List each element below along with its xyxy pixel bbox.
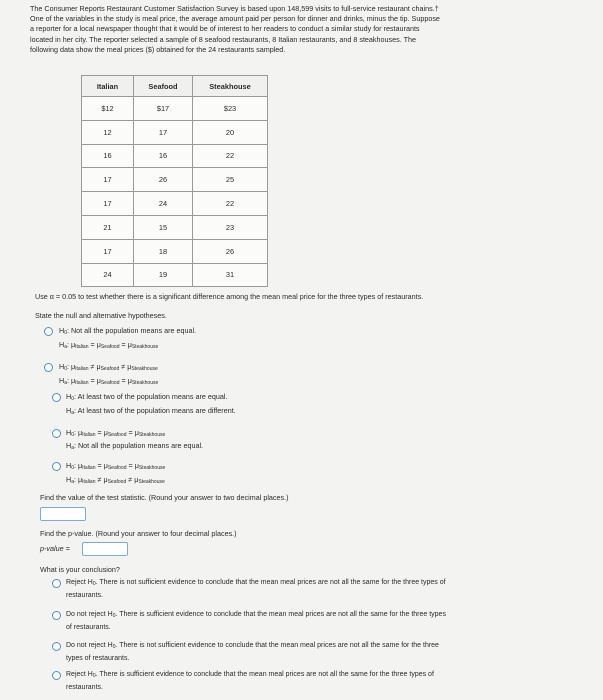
table-cell: 26: [134, 168, 193, 192]
conclusion-option-2-radio[interactable]: [52, 611, 61, 620]
pvalue-label: p-value =: [40, 544, 70, 553]
table-cell: 17: [134, 120, 193, 144]
intro-line: located in her city. The reporter selected a sample of 8 seafood restaurants, 8 Italian restaurants, and 8 steakhouses. The: [30, 34, 416, 44]
table-cell: 23: [193, 215, 268, 239]
table-cell: $23: [193, 97, 268, 121]
conclusion-option-4-radio[interactable]: [52, 671, 61, 680]
hypothesis-option-5-h0: $H_0$: $\mu_{Italian} = \mu_{Seafood} = \mu_{Steakhouse}$: [66, 461, 166, 471]
conclusion-prompt: What is your conclusion?: [40, 565, 120, 574]
table-cell: 12: [82, 120, 134, 144]
table-cell: 24: [82, 263, 134, 287]
table-cell: $12: [82, 97, 134, 121]
table-cell: 21: [82, 215, 134, 239]
intro-line: One of the variables in the study is meal price, the average amount paid per person for dinner and drinks, minus the tip. Suppose: [30, 14, 440, 24]
h0-text: Not all the population means are equal.: [70, 326, 197, 335]
alpha-instruction: Use α = 0.05 to test whether there is a significant difference among the mean meal price for the three types of restaurants.: [35, 292, 424, 301]
table-cell: 19: [134, 263, 193, 287]
table-row: [82, 239, 268, 263]
table-cell: $17: [134, 97, 193, 121]
hypothesis-option-4-h0: $H_0$: $\mu_{Italian} = \mu_{Seafood} = \mu_{Steakhouse}$: [66, 428, 166, 438]
table-cell: 16: [134, 144, 193, 168]
table-cell: 17: [82, 192, 134, 216]
table-cell: 15: [134, 215, 193, 239]
conclusion-option-2: Do not reject $H_0$. There is sufficient evidence to conclude that the mean meal prices are not all the same for the three types of restaurants.: [66, 611, 446, 631]
table-cell: 31: [193, 263, 268, 287]
table-header-row: [82, 76, 268, 97]
table-cell: 16: [82, 144, 134, 168]
table-row: [82, 168, 268, 192]
column-header-italian: Italian: [82, 76, 134, 97]
hypothesis-option-1-h0: $H_0$: Not all the population means are equal.: [59, 326, 197, 336]
intro-line: The Consumer Reports Restaurant Customer Satisfaction Survey is based upon 148,599 visits to full-service restaurant chains.†: [30, 4, 439, 13]
table-row: [82, 192, 268, 216]
column-header-seafood: Seafood: [134, 76, 193, 97]
hypothesis-option-3-radio[interactable]: [52, 393, 61, 402]
hypothesis-option-2-ha: $H_a$: $\mu_{Italian} = \mu_{Seafood} = \mu_{Steakhouse}$: [59, 376, 159, 386]
column-header-steakhouse: Steakhouse: [193, 76, 268, 97]
pvalue-prompt: Find the p-value. (Round your answer to four decimal places.): [40, 529, 237, 538]
conclusion-option-1-radio[interactable]: [52, 579, 61, 588]
table-cell: 20: [193, 120, 268, 144]
table-cell: 17: [82, 239, 134, 263]
hypothesis-option-3-h0: $H_0$: At least two of the population means are equal.: [66, 392, 228, 402]
conclusion-option-3-radio[interactable]: [52, 642, 61, 651]
table-cell: 22: [193, 192, 268, 216]
table-cell: 26: [193, 239, 268, 263]
table-row: [82, 97, 268, 121]
hypothesis-option-2-radio[interactable]: [44, 363, 53, 372]
hypothesis-option-4-ha: $H_a$: Not all the population means are equal.: [66, 441, 204, 451]
table-row: [82, 144, 268, 168]
hypothesis-option-5-radio[interactable]: [52, 462, 61, 471]
conclusion-option-3: Do not reject $H_0$. There is not sufficient evidence to conclude that the mean meal prices are not all the same for the three types of restaurants.: [66, 642, 439, 662]
pvalue-input[interactable]: [82, 542, 128, 556]
hypothesis-option-3-ha: $H_a$: At least two of the population means are different.: [66, 406, 236, 416]
hypothesis-option-1-radio[interactable]: [44, 327, 53, 336]
hypotheses-instruction: State the null and alternative hypotheses.: [35, 311, 167, 320]
hypothesis-option-4-radio[interactable]: [52, 429, 61, 438]
table-cell: 24: [134, 192, 193, 216]
hypothesis-option-2-h0: $H_0$: $\mu_{Italian} \ne \mu_{Seafood} \ne \mu_{Steakhouse}$: [59, 362, 158, 372]
problem-intro: [30, 4, 582, 55]
table-row: [82, 263, 268, 287]
intro-line: a reporter for a local newspaper thought that it would be of interest to her readers to conduct a similar study for restaurants: [30, 24, 420, 34]
hypothesis-option-1-ha: $H_a$: $\mu_{Italian} = \mu_{Seafood} = \mu_{Steakhouse}$: [59, 340, 159, 350]
table-cell: 22: [193, 144, 268, 168]
hypothesis-option-5-ha: $H_a$: $\mu_{Italian} \ne \mu_{Seafood} \ne \mu_{Steakhouse}$: [66, 475, 165, 485]
table-cell: 17: [82, 168, 134, 192]
intro-line: following data show the meal prices ($) obtained for the 24 restaurants sampled.: [30, 44, 286, 54]
table-cell: 18: [134, 239, 193, 263]
table-row: [82, 215, 268, 239]
meal-price-table: [81, 75, 268, 287]
test-statistic-prompt: Find the value of the test statistic. (Round your answer to two decimal places.): [40, 493, 289, 502]
h0-label: H: [59, 326, 65, 335]
conclusion-option-4: Reject $H_0$. There is sufficient evidence to conclude that the mean meal prices are not all the same for the three types of restaurants.: [66, 671, 434, 691]
table-row: [82, 120, 268, 144]
conclusion-option-1: Reject $H_0$. There is not sufficient evidence to conclude that the mean meal prices are not all the same for the three types of restaurants.: [66, 579, 446, 599]
test-statistic-input[interactable]: [40, 507, 86, 521]
table-cell: 25: [193, 168, 268, 192]
